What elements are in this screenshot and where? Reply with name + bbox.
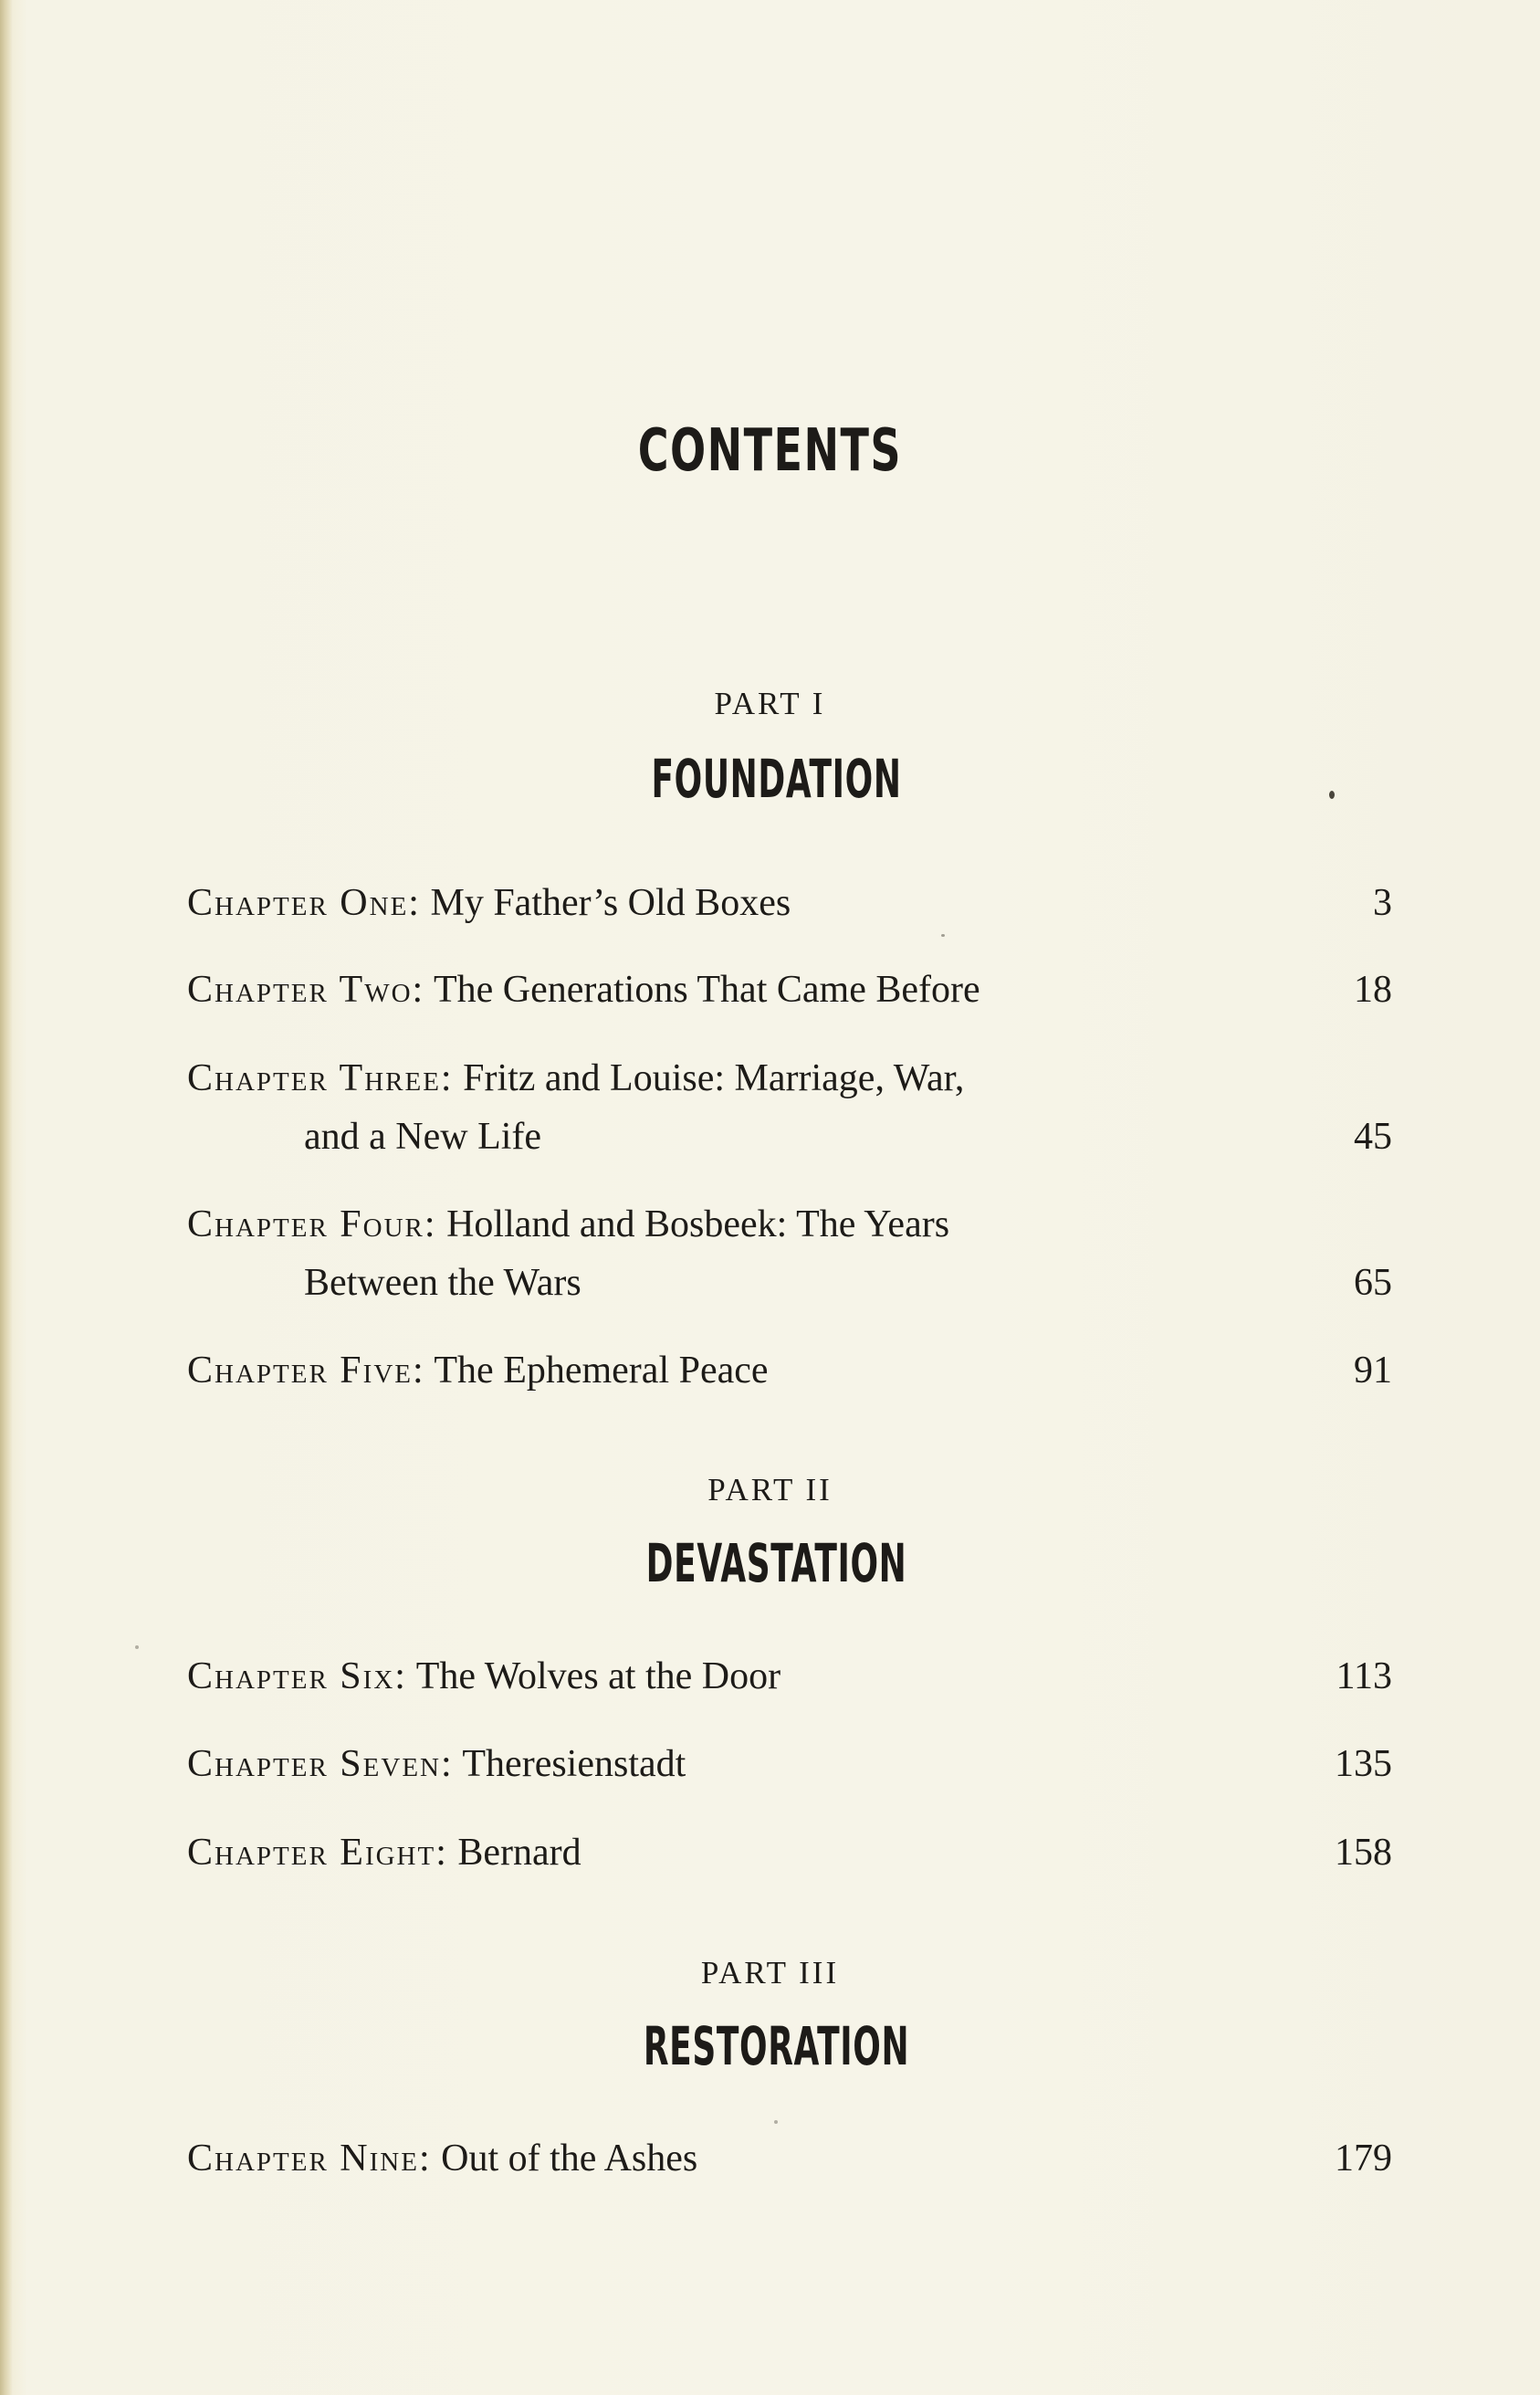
spine-shadow	[0, 0, 13, 2395]
page-number: 3	[1373, 882, 1392, 924]
page-title: CONTENTS	[637, 417, 902, 485]
chapter-label: Chapter Seven:	[187, 1743, 454, 1785]
chapter-title: Bernard	[457, 1832, 581, 1874]
toc-entry[interactable]	[187, 1205, 1392, 1322]
toc-entry[interactable]	[187, 884, 1392, 942]
chapter-title: Holland and Bosbeek: The Years	[446, 1203, 950, 1245]
chapter-title: The Generations That Came Before	[433, 969, 980, 1011]
page-number: 135	[1335, 1743, 1392, 1785]
chapter-title: Theresienstadt	[462, 1743, 686, 1785]
page-number: 179	[1335, 2138, 1392, 2180]
chapter-label: Chapter One:	[187, 882, 421, 924]
toc-entry[interactable]	[187, 1657, 1392, 1716]
part-name: RESTORATION	[643, 2015, 910, 2077]
chapter-title: The Ephemeral Peace	[434, 1350, 769, 1392]
chapter-label: Chapter Nine:	[187, 2138, 432, 2180]
chapter-label: Chapter Eight:	[187, 1832, 448, 1874]
toc-entry[interactable]	[187, 971, 1392, 1029]
part-name: DEVASTATION	[645, 1532, 907, 1594]
page-number: 91	[1354, 1350, 1392, 1392]
part-label: PART I	[714, 686, 826, 721]
part-label: PART II	[707, 1472, 833, 1507]
chapter-label: Chapter Five:	[187, 1350, 425, 1392]
chapter-label: Chapter Three:	[187, 1057, 454, 1099]
chapter-title: The Wolves at the Door	[415, 1655, 781, 1697]
part-label: PART III	[700, 1955, 840, 1991]
page-number: 113	[1336, 1655, 1392, 1697]
toc-entry[interactable]	[187, 1351, 1392, 1410]
ink-speck	[774, 2120, 778, 2124]
page-number: 45	[1354, 1116, 1392, 1158]
chapter-title-continuation: and a New Life	[304, 1116, 542, 1158]
chapter-title: My Father’s Old Boxes	[430, 882, 791, 924]
toc-entry[interactable]	[187, 1833, 1392, 1892]
page-number: 158	[1335, 1832, 1392, 1874]
chapter-label: Chapter Two:	[187, 969, 425, 1011]
chapter-title: Out of the Ashes	[441, 2138, 698, 2180]
ink-speck	[1329, 791, 1335, 799]
toc-entry[interactable]	[187, 1059, 1392, 1176]
page-number: 65	[1354, 1262, 1392, 1304]
chapter-label: Chapter Four:	[187, 1203, 437, 1245]
part-name: FOUNDATION	[651, 748, 902, 810]
toc-entry[interactable]	[187, 1745, 1392, 1803]
chapter-title: Fritz and Louise: Marriage, War,	[463, 1057, 965, 1099]
page-number: 18	[1354, 969, 1392, 1011]
chapter-title-continuation: Between the Wars	[304, 1262, 581, 1304]
toc-entry[interactable]	[187, 2139, 1392, 2198]
chapter-label: Chapter Six:	[187, 1655, 407, 1697]
ink-speck	[135, 1645, 139, 1649]
